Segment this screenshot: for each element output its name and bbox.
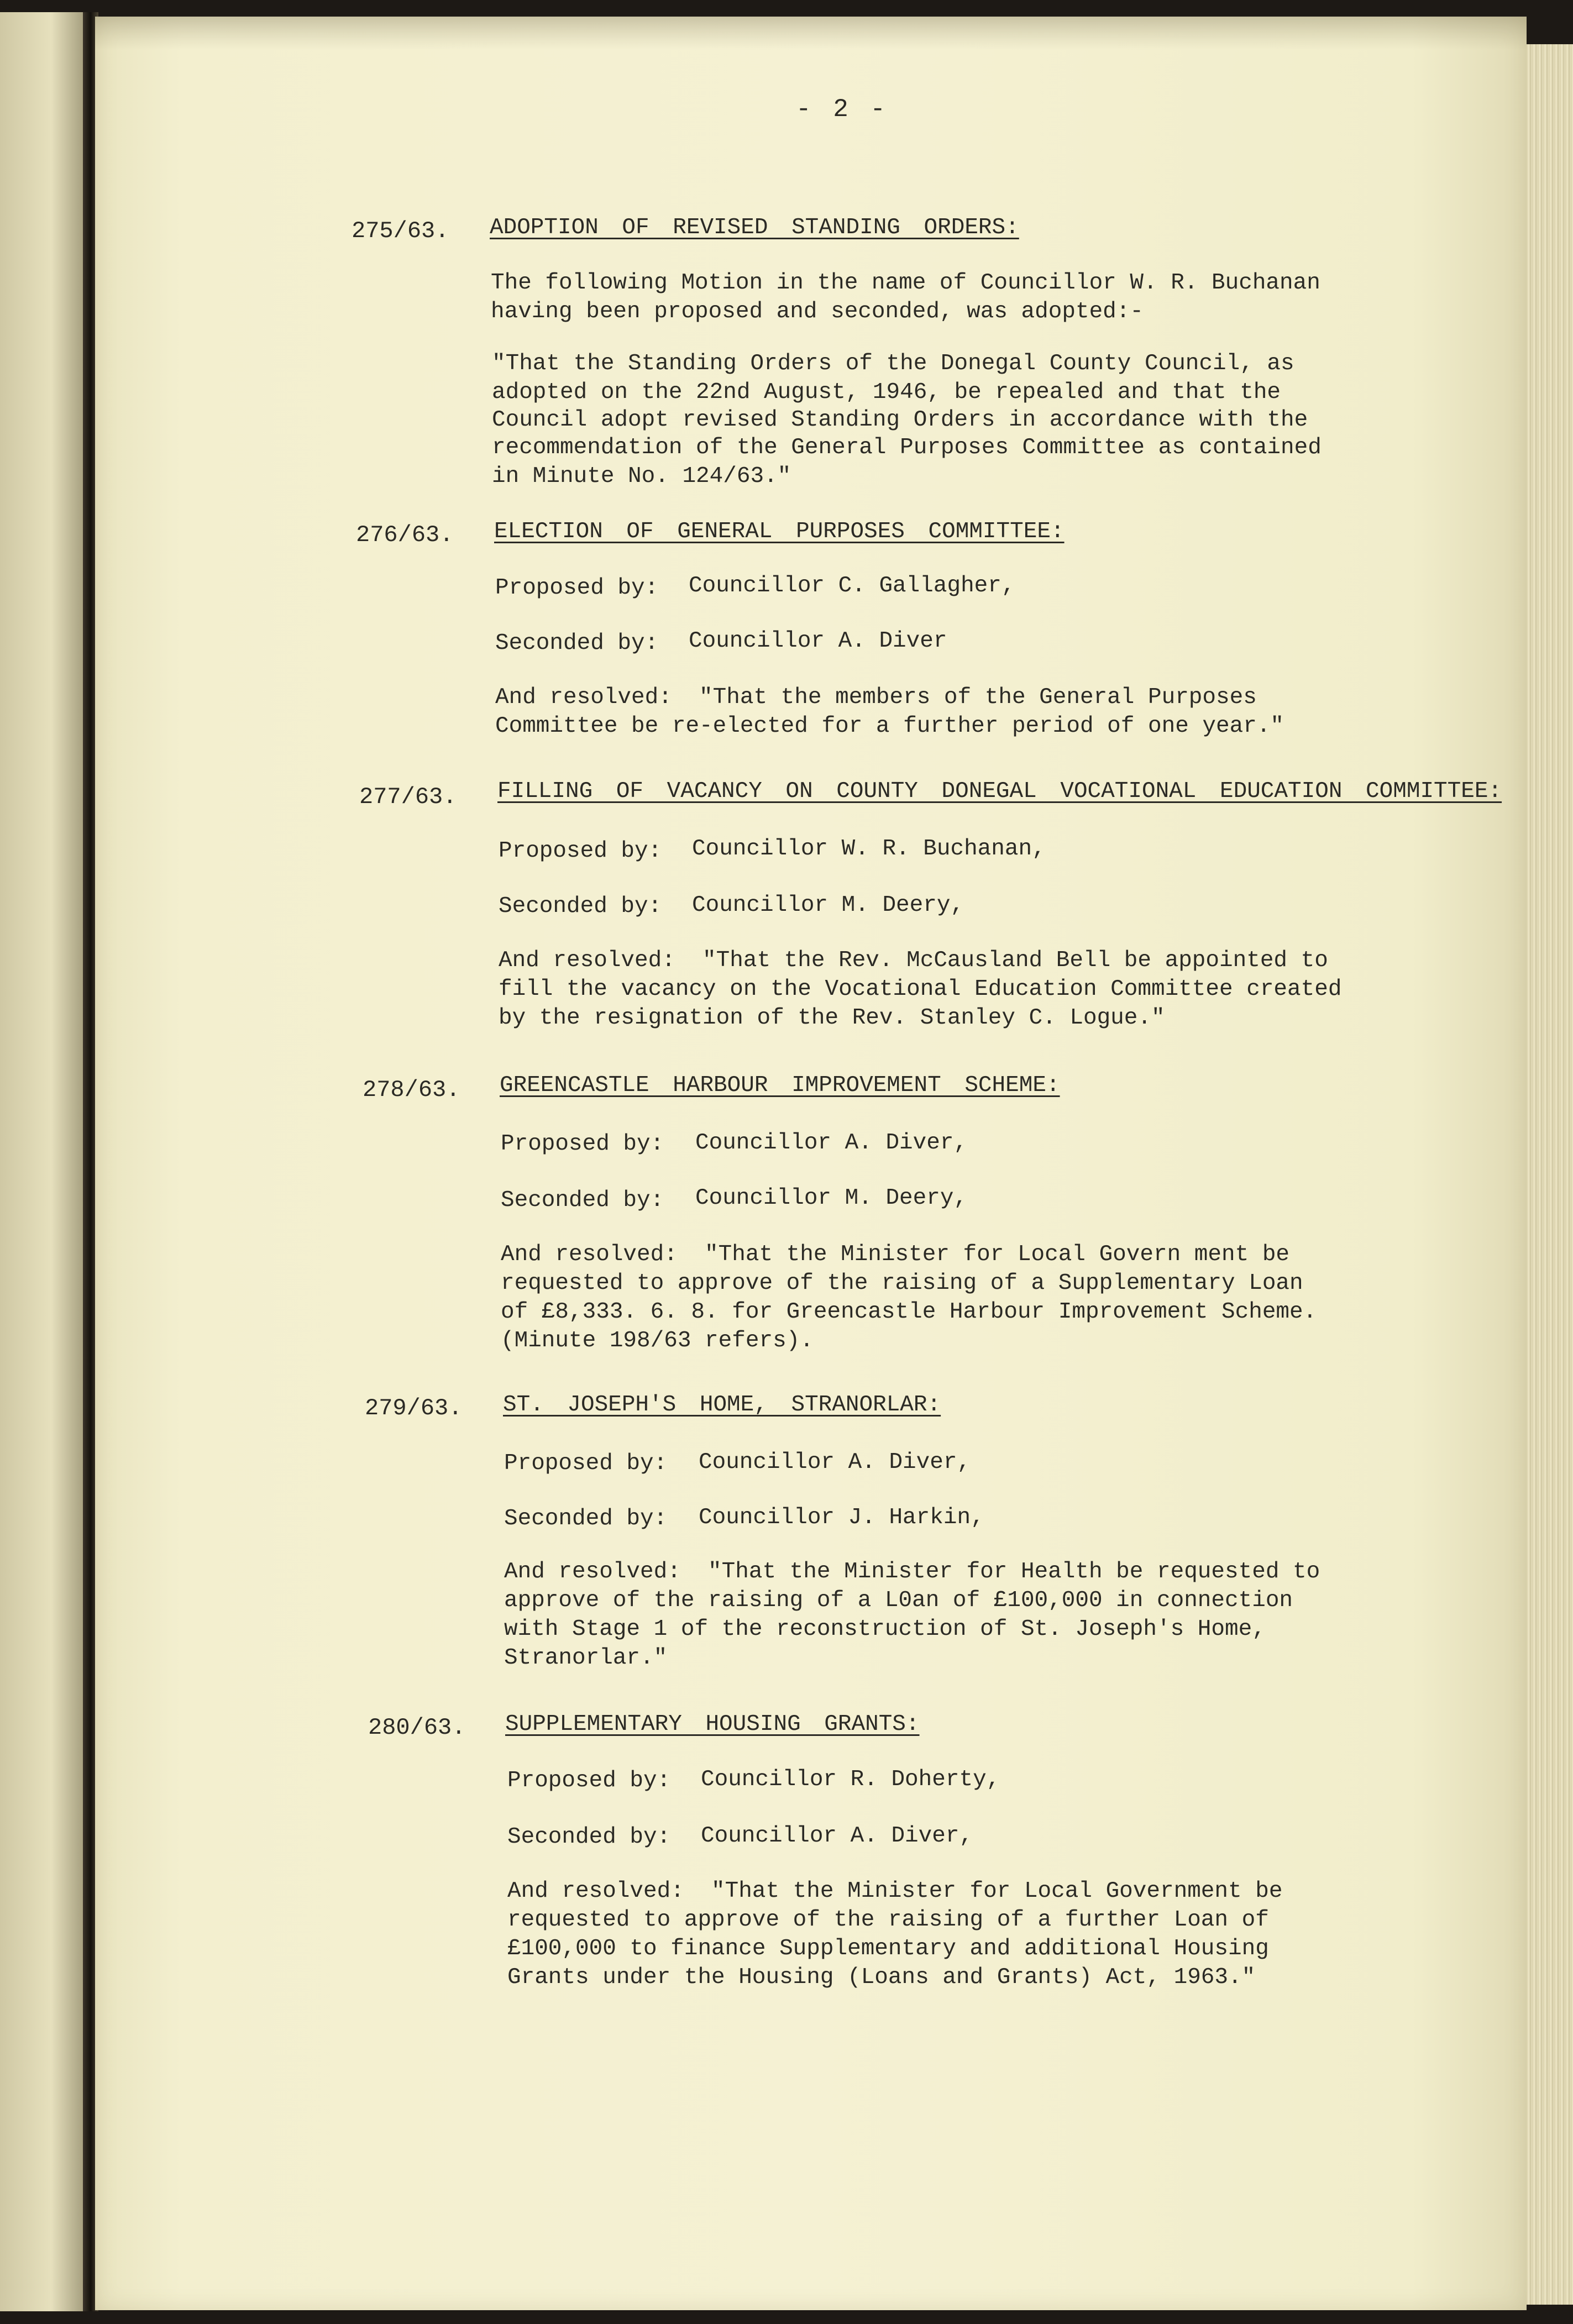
- resolved-line: And resolved: "That the members of the General Purposes: [495, 685, 1257, 710]
- resolved-line: And resolved: "That the Minister for Health be requested to: [504, 1559, 1320, 1585]
- seconded-label: Seconded by:: [501, 1188, 664, 1213]
- resolved-line: Grants under the Housing (Loans and Grants) Act, 1963.": [507, 1965, 1256, 1990]
- minute-heading: ADOPTION OF REVISED STANDING ORDERS:: [490, 215, 1019, 240]
- proposed-label: Proposed by:: [501, 1131, 664, 1157]
- resolved-line: of £8,333. 6. 8. for Greencastle Harbour Improvement Scheme.: [501, 1299, 1317, 1325]
- minute-number: 278/63.: [363, 1077, 460, 1103]
- resolved-line: And resolved: "That the Rev. McCausland Bell be appointed to: [499, 948, 1328, 973]
- minute-number: 275/63.: [352, 218, 449, 244]
- seconded-by: Councillor M. Deery,: [692, 893, 964, 918]
- minute-heading: GREENCASTLE HARBOUR IMPROVEMENT SCHEME:: [500, 1073, 1060, 1098]
- page-number: - 2 -: [796, 95, 889, 124]
- body-line: The following Motion in the name of Councillor W. R. Buchanan: [491, 270, 1320, 296]
- resolved-line: by the resignation of the Rev. Stanley C. Logue.": [499, 1005, 1165, 1031]
- proposed-label: Proposed by:: [499, 838, 662, 864]
- quote-line: adopted on the 22nd August, 1946, be repealed and that the: [492, 380, 1281, 405]
- proposed-by: Councillor C. Gallagher,: [689, 573, 1015, 599]
- resolved-line: And resolved: "That the Minister for Local Government be: [507, 1879, 1283, 1904]
- seconded-label: Seconded by:: [499, 894, 662, 919]
- seconded-by: Councillor A. Diver,: [701, 1823, 973, 1849]
- proposed-label: Proposed by:: [507, 1768, 671, 1793]
- minute-number: 279/63.: [365, 1395, 463, 1421]
- resolved-line: And resolved: "That the Minister for Local Govern ment be: [501, 1242, 1290, 1267]
- minute-number: 276/63.: [356, 522, 454, 548]
- resolved-line: Stranorlar.": [504, 1645, 668, 1671]
- resolved-line: requested to approve of the raising of a Supplementary Loan: [501, 1271, 1303, 1296]
- body-line: having been proposed and seconded, was adopted:-: [491, 299, 1144, 324]
- seconded-by: Councillor J. Harkin,: [699, 1505, 984, 1530]
- minute-heading: ST. JOSEPH'S HOME, STRANORLAR:: [503, 1392, 941, 1418]
- proposed-label: Proposed by:: [495, 575, 659, 601]
- resolved-line: £100,000 to finance Supplementary and additional Housing: [507, 1936, 1269, 1961]
- resolved-line: (Minute 198/63 refers).: [501, 1328, 814, 1354]
- seconded-by: Councillor M. Deery,: [695, 1185, 968, 1211]
- quote-line: in Minute No. 124/63.": [492, 464, 791, 489]
- resolved-line: fill the vacancy on the Vocational Education Committee created: [499, 977, 1342, 1002]
- seconded-by: Councillor A. Diver: [689, 628, 947, 654]
- seconded-label: Seconded by:: [507, 1824, 671, 1850]
- minute-number: 277/63.: [359, 784, 457, 810]
- proposed-by: Councillor R. Doherty,: [701, 1767, 1000, 1792]
- proposed-label: Proposed by:: [504, 1451, 668, 1476]
- resolved-line: with Stage 1 of the reconstruction of St. Joseph's Home,: [504, 1617, 1266, 1642]
- proposed-by: Councillor A. Diver,: [695, 1130, 968, 1156]
- seconded-label: Seconded by:: [504, 1506, 668, 1531]
- minute-heading: FILLING OF VACANCY ON COUNTY DONEGAL VOCATIONAL EDUCATION COMMITTEE:: [497, 779, 1502, 804]
- seconded-label: Seconded by:: [495, 631, 659, 656]
- proposed-by: Councillor W. R. Buchanan,: [692, 836, 1046, 862]
- quote-line: Council adopt revised Standing Orders in accordance with the: [492, 407, 1308, 433]
- proposed-by: Councillor A. Diver,: [699, 1450, 971, 1475]
- minute-number: 280/63.: [368, 1714, 466, 1741]
- minute-heading: ELECTION OF GENERAL PURPOSES COMMITTEE:: [494, 519, 1065, 544]
- resolved-line: requested to approve of the raising of a further Loan of: [507, 1907, 1269, 1933]
- quote-line: recommendation of the General Purposes Committee as contained: [492, 435, 1322, 460]
- resolved-line: Committee be re-elected for a further period of one year.": [495, 714, 1284, 739]
- minute-heading: SUPPLEMENTARY HOUSING GRANTS:: [505, 1712, 920, 1737]
- resolved-line: approve of the raising of a L0an of £100,000 in connection: [504, 1588, 1293, 1613]
- quote-line: "That the Standing Orders of the Donegal County Council, as: [492, 351, 1294, 376]
